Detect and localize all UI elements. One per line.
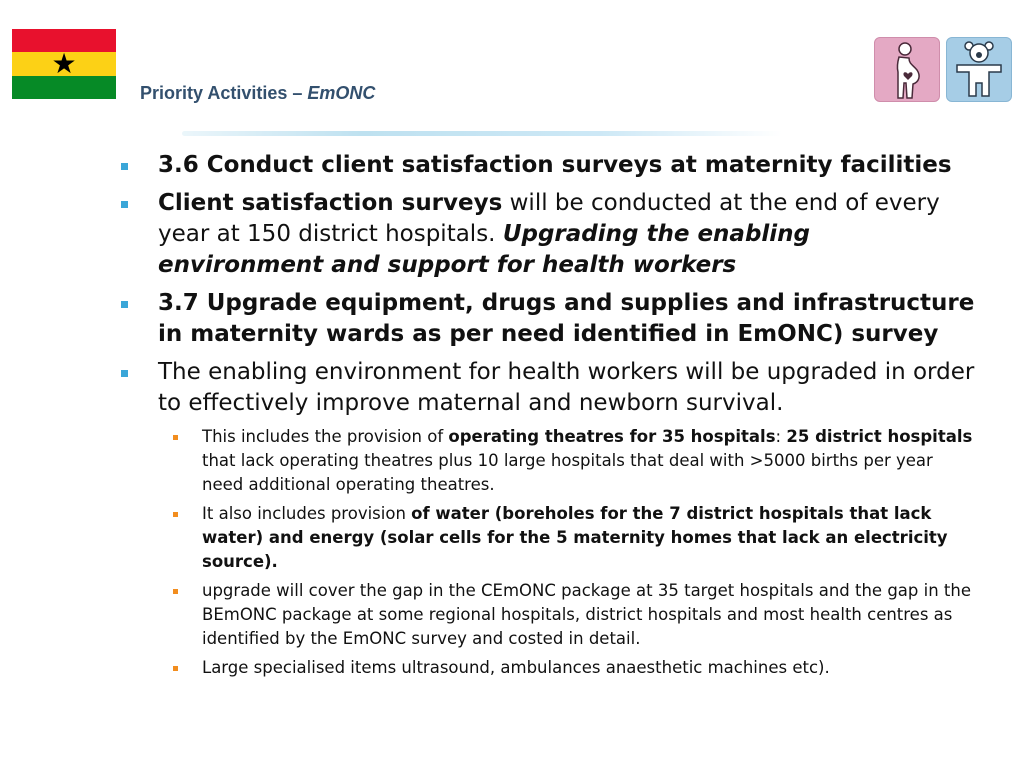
list-item (118, 150, 978, 181)
sub-bullet-marker (173, 666, 178, 671)
sub-list (173, 425, 978, 680)
sub-list-item (173, 502, 978, 574)
sub-bullet-marker (173, 589, 178, 594)
pregnant-mother-icon (874, 37, 940, 102)
sub-bullet-text-bold: 25 district hospitals (786, 427, 973, 446)
title-text: Priority Activities – (140, 83, 308, 103)
sub-bullet-marker (173, 435, 178, 440)
sub-list-item (173, 656, 978, 680)
list-item (118, 188, 978, 281)
sub-bullet-text: It also includes provision (202, 504, 412, 523)
page-title (140, 83, 375, 104)
bullet-text: 3.6 Conduct client satisfaction surveys at maternity facilities (158, 152, 952, 178)
flag-star-icon: ★ (51, 47, 77, 80)
child-icon (946, 37, 1012, 102)
sub-bullet-marker (173, 512, 178, 517)
sub-bullet-text-bold: operating theatres for 35 hospitals (448, 427, 776, 446)
bullet-text: 3.7 Upgrade equipment, drugs and supplies and infrastructure in maternity wards as per need identified in EmONC) survey (158, 290, 975, 347)
bullet-text: will be conducted at the end of every year at 150 district hospitals. (158, 190, 940, 247)
bullet-text: The enabling environment for health workers will be upgraded in order to effectively improve maternal and newborn survival. (158, 359, 975, 416)
bullet-marker (121, 370, 128, 377)
list-item (118, 357, 978, 419)
sub-bullet-text: that lack operating theatres plus 10 large hospitals that deal with >5000 births per year need additional operating theatres. (202, 451, 933, 494)
title-emphasis: EmONC (307, 83, 376, 103)
bullet-text-bold-italic: Upgrading the enabling environment and support for health workers (158, 221, 811, 278)
sub-bullet-text: Large specialised items ultrasound, ambulances anaesthetic machines etc). (202, 658, 830, 677)
sub-list-item (173, 425, 978, 497)
sub-bullet-text: : (775, 427, 787, 446)
bullet-marker (121, 301, 128, 308)
bullet-content (118, 150, 978, 685)
sub-bullet-text-bold: of water (boreholes for the 7 district hospitals that lack water) and energy (solar cells for the 5 maternity homes that lack an electricity source). (202, 504, 948, 571)
list-item (118, 288, 978, 350)
bullet-marker (121, 201, 128, 208)
bullet-text-bold: Client satisfaction surveys (158, 190, 503, 216)
sub-bullet-text: upgrade will cover the gap in the CEmONC package at 35 target hospitals and the gap in the BEmONC package at some regional hospitals, district hospitals and most health centres as identified by the EmONC survey and costed in detail. (202, 581, 971, 648)
sub-list-item (173, 579, 978, 651)
bullet-marker (121, 163, 128, 170)
sub-bullet-text: This includes the provision of (202, 427, 449, 446)
ghana-flag-icon (12, 29, 116, 99)
title-divider (182, 131, 782, 136)
